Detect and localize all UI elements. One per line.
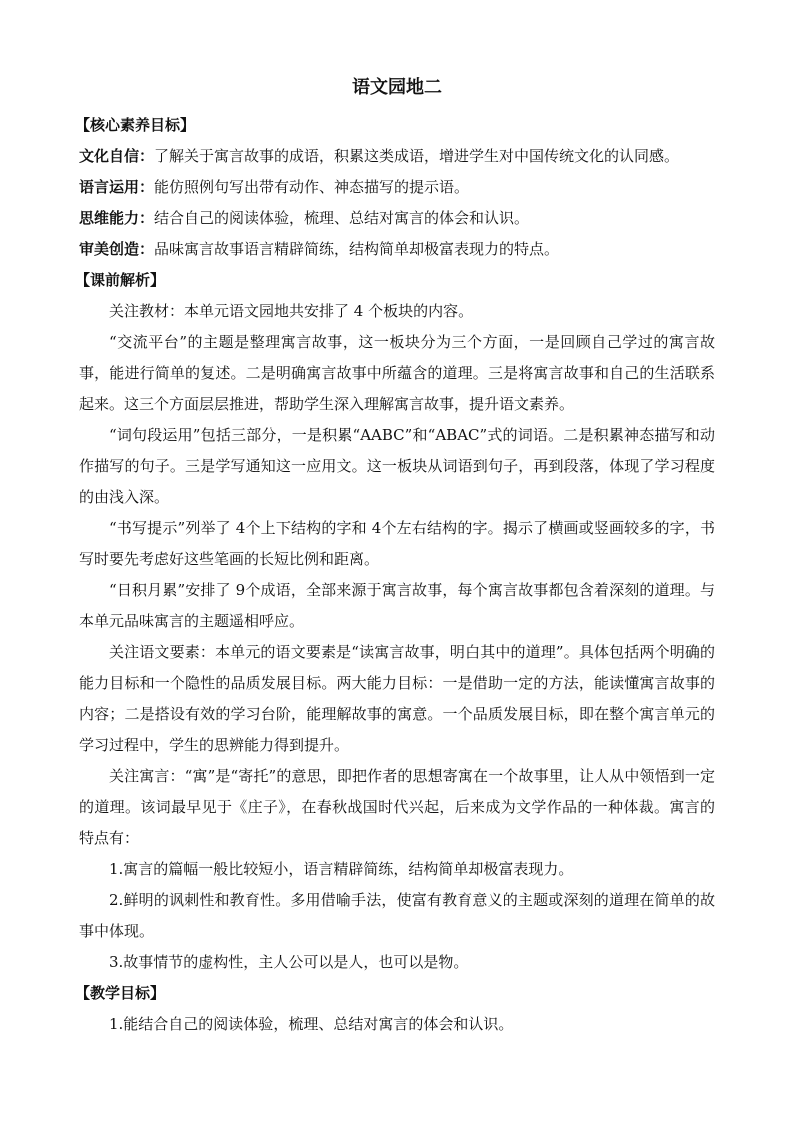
document-page	[75, 76, 715, 1040]
paragraph: 关注语文要素：本单元的语文要素是“读寓言故事，明白其中的道理”。具体包括两个明确的能力目标和一个隐性的品质发展目标。两大能力目标：一是借助一定的方法，能读懂寓言故事的内容；二是搭设有效的学习台阶，能理解故事的寓意。一个品质发展目标，即在整个寓言单元的学习过程中，学生的思辨能力得到提升。	[79, 643, 715, 754]
list-item: 1.寓言的篇幅一般比较短小，语言精辟简练，结构简单却极富表现力。	[109, 860, 574, 878]
list-item: 3.故事情节的虚构性，主人公可以是人，也可以是物。	[109, 953, 469, 971]
goal-label: 语言运用：	[79, 178, 155, 196]
goal-label: 审美创造：	[79, 240, 155, 258]
paragraph: “书写提示”列举了 4个上下结构的字和 4个左右结构的字。揭示了横画或竖画较多的字，书写时要先考虑好这些笔画的长短比例和距离。	[79, 519, 715, 568]
goal-text: 能仿照例句写出带有动作、神态描写的提示语。	[154, 178, 470, 196]
goal-item	[79, 234, 715, 265]
list-item: 2.鲜明的讽刺性和教育性。多用借喻手法，使富有教育意义的主题或深刻的道理在简单的故事中体现。	[79, 891, 715, 940]
goal-label: 文化自信：	[79, 147, 155, 165]
paragraph: “交流平台”的主题是整理寓言故事，这一板块分为三个方面，一是回顾自己学过的寓言故事，能进行简单的复述。二是明确寓言故事中所蕴含的道理。三是将寓言故事和自己的生活联系起来。这三个方面层层推进，帮助学生深入理解寓言故事，提升语文素养。	[79, 333, 715, 413]
goal-text: 品味寓言故事语言精辟简练，结构简单却极富表现力的特点。	[154, 240, 560, 258]
paragraph: “词句段运用”包括三部分，一是积累“AABC”和“ABAC”式的词语。二是积累神态描写和动作描写的句子。三是学写通知这一应用文。这一板块从词语到句子，再到段落，体现了学习程度的由浅入深。	[79, 426, 715, 506]
goal-label: 思维能力：	[79, 209, 155, 227]
list-item: 1.能结合自己的阅读体验，梳理、总结对寓言的体会和认识。	[109, 1015, 514, 1033]
paragraph: 关注寓言：“寓”是“寄托”的意思，即把作者的思想寄寓在一个故事里，让人从中领悟到一定的道理。该词最早见于《庄子》，在春秋战国时代兴起，后来成为文学作品的一种体裁。寓言的特点有：	[79, 767, 715, 847]
goal-item	[79, 141, 715, 172]
paragraph: 关注教材：本单元语文园地共安排了 4 个板块的内容。	[109, 302, 474, 320]
section-heading-pre-analysis: 【课前解析】	[75, 271, 166, 289]
goal-item	[79, 203, 715, 234]
goal-text: 了解关于寓言故事的成语，积累这类成语，增进学生对中国传统文化的认同感。	[154, 147, 680, 165]
goal-item	[79, 172, 715, 203]
section-heading-core-goals: 【核心素养目标】	[75, 116, 196, 134]
page-title: 语文园地二	[352, 77, 442, 98]
goal-text: 结合自己的阅读体验，梳理、总结对寓言的体会和认识。	[154, 209, 530, 227]
paragraph: “日积月累”安排了 9个成语，全部来源于寓言故事，每个寓言故事都包含着深刻的道理。与本单元品味寓言的主题遥相呼应。	[79, 581, 715, 630]
section-heading-teaching-goals: 【教学目标】	[75, 984, 166, 1002]
